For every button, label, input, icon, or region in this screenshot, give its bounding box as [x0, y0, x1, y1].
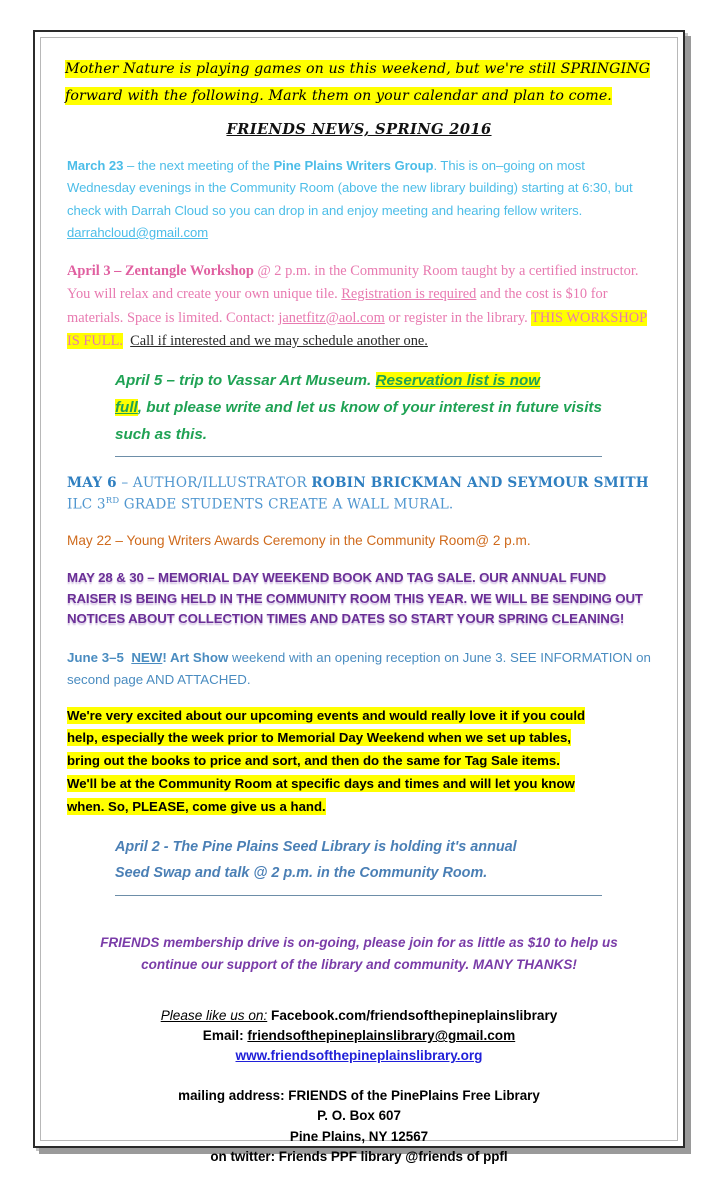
intro-line-1 — [65, 58, 655, 81]
mailing-address-block — [63, 1086, 655, 1168]
april-3-part-3: or register in the library. — [384, 309, 532, 326]
intro-line-1-text: Mother Nature is playing games on us this weekend, but we're still SPRINGING — [65, 61, 651, 77]
workshop-full-badge: THIS WORKSHOP IS FULL. — [67, 309, 648, 349]
membership-line-1: FRIENDS membership drive is on-going, please join for as little as $10 to help us — [100, 934, 618, 950]
mailing-line-2: P. O. Box 607 — [317, 1108, 401, 1124]
april-3-part-2: and the cost is $10 for materials. Space is limited. Contact: — [67, 286, 608, 326]
contact-block — [63, 1006, 655, 1066]
membership-line-2: continue our support of the library and community. MANY THANKS! — [141, 956, 577, 972]
march-23-date: March 23 — [67, 158, 124, 173]
divider-after-april-5 — [115, 456, 602, 457]
janetfitz-email-link[interactable]: janetfitz@aol.com — [278, 309, 385, 326]
page-frame — [33, 30, 685, 1165]
april-3-part-1: @ 2 p.m. in the Community Room taught by a certified instructor. You will relax and create your own unique tile. — [67, 263, 639, 303]
june-3-5-body: weekend with an opening reception on June 3. SEE INFORMATION on second page AND ATTACHED. — [67, 649, 651, 687]
like-us-label: Please like us on: — [160, 1008, 268, 1024]
contact-email-row — [63, 1026, 655, 1046]
facebook-handle[interactable]: Facebook.com/friendsofthepineplainslibrary — [271, 1008, 558, 1024]
new-badge: NEW — [131, 649, 163, 665]
mailing-line-4: on twitter: Friends PPF library @friends of ppfl — [210, 1149, 508, 1165]
event-april-5 — [115, 367, 615, 448]
membership-drive-block — [85, 932, 633, 977]
april-5-reservation-highlight-1: Reservation list is now — [375, 372, 541, 390]
event-may-28-30: MAY 28 & 30 – MEMORIAL DAY WEEKEND BOOK AND TAG SALE. OUR ANNUAL FUND RAISER IS BEING HELD IN THE COMMUNITY ROOM THIS YEAR. WE WILL BE SENDING OUT NOTICES ABOUT COLLECTION TIMES AND DATES SO START YOUR SPRING CLEANING! — [67, 569, 643, 627]
intro-line-2-text: forward with the following. Mark them on your calendar and plan to come. — [65, 88, 612, 104]
event-april-2 — [115, 835, 615, 887]
may-6-ordinal: RD — [105, 495, 120, 506]
may-6-lead: MAY 6 — [67, 475, 117, 492]
june-3-5-bang: ! — [162, 649, 170, 665]
divider-after-april-2 — [115, 895, 602, 896]
april-3-title: April 3 – Zentangle Workshop — [67, 263, 254, 279]
may-6-part-3: GRADE STUDENTS CREATE A WALL MURAL. — [119, 496, 454, 513]
volunteer-help-paragraph — [67, 705, 647, 819]
may-6-part-2: ILC 3 — [67, 496, 106, 513]
friends-email-link[interactable]: friendsofthepineplainslibrary@gmail.com — [247, 1028, 516, 1044]
event-june-3-5 — [67, 647, 655, 691]
newsletter-content — [41, 38, 677, 1177]
event-may-22: May 22 – Young Writers Awards Ceremony in the Community Room@ 2 p.m. — [67, 533, 531, 549]
intro-block — [63, 58, 655, 108]
intro-line-2 — [65, 85, 655, 108]
april-5-part-1: April 5 – trip to Vassar Art Museum. — [115, 372, 376, 390]
page-title — [63, 121, 655, 138]
contact-website-row — [63, 1046, 655, 1066]
june-3-5-date: June 3–5 — [67, 649, 124, 665]
writers-group-name: Pine Plains Writers Group — [273, 158, 434, 173]
event-april-3 — [67, 260, 655, 353]
event-march-23 — [67, 155, 655, 244]
help-line-3: bring out the books to price and sort, and then do the same for Tag Sale items. — [67, 753, 560, 769]
mailing-line-3: Pine Plains, NY 12567 — [289, 1128, 429, 1144]
mailing-line-1: mailing address: FRIENDS of the PinePlains Free Library — [178, 1087, 540, 1103]
may-6-part-1: – AUTHOR/ILLUSTRATOR — [116, 475, 312, 492]
help-line-4: We'll be at the Community Room at specific days and times and will let you know — [67, 776, 575, 792]
workshop-call-notice: Call if interested and we may schedule another one. — [130, 332, 428, 349]
april-2-line-1: April 2 - The Pine Plains Seed Library is holding it's annual — [115, 838, 517, 855]
may-6-artist-names: ROBIN BRICKMAN AND SEYMOUR SMITH — [311, 475, 649, 492]
april-5-reservation-highlight-2: full — [115, 399, 138, 417]
march-23-dash: – the next meeting of the — [123, 158, 274, 173]
page-title-text: FRIENDS NEWS, SPRING 2016 — [226, 121, 492, 138]
help-line-5: when. So, PLEASE, come give us a hand. — [67, 798, 326, 814]
page-inner-border — [40, 37, 678, 1165]
march-23-body: . This is on–going on most Wednesday evenings in the Community Room (above the new library building) starting at 6:30, but check with Darrah Cloud so you can drop in and enjoy meeting and hearing fellow writers. — [67, 158, 633, 218]
art-show-label: Art Show — [169, 649, 229, 665]
darrah-cloud-email-link[interactable]: darrahcloud@gmail.com — [67, 224, 209, 240]
april-2-line-2: Seed Swap and talk @ 2 p.m. in the Community Room. — [115, 864, 488, 881]
contact-facebook-row — [63, 1006, 655, 1026]
help-line-1: We're very excited about our upcoming events and would really love it if you could — [67, 707, 586, 723]
help-line-2: help, especially the week prior to Memorial Day Weekend when we set up tables, — [67, 730, 571, 746]
email-label: Email: — [202, 1028, 244, 1044]
friends-website-link[interactable]: www.friendsofthepineplainslibrary.org — [235, 1048, 483, 1064]
registration-required-note: Registration is required — [341, 286, 477, 303]
april-5-part-2: , but please write and let us know of your interest in future visits such as this. — [115, 399, 602, 444]
event-may-6 — [67, 474, 655, 515]
